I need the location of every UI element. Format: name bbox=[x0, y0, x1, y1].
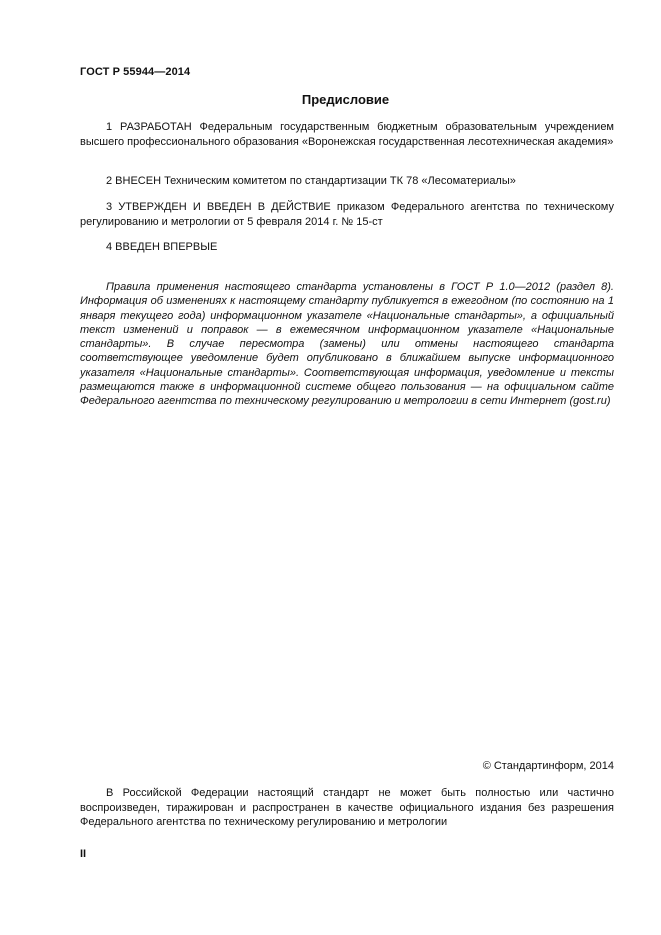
foreword-item-submitted: 2 ВНЕСЕН Техническим комитетом по стандартизации ТК 78 «Лесоматериалы» bbox=[106, 175, 516, 187]
rules-note: Правила применения настоящего стандарта установлены в ГОСТ Р 1.0—2012 (раздел 8). Информация об изменениях к настоящему стандарту публикуется в ежегодном (по состоянию на 1 января текущего года) информационном указателе «Национальные стандарты», а официальный текст изменений и поправок — в ежемесячном информационном указателе «Национальные стандарты». В случае пересмотра (замены) или отмены настоящего стандарта соответствующее уведомление будет опубликовано в ближайшем выпуске информационного указателя «Национальные стандарты». Соответствующая информация, уведомление и тексты размещаются также в информационной системе общего пользования — на официальном сайте Федерального агентства по техническому регулированию и метрологии в сети Интернет (gost.ru) bbox=[80, 281, 614, 408]
copyright-line: © Стандартинформ, 2014 bbox=[482, 760, 614, 772]
foreword-item-developed: 1 РАЗРАБОТАН Федеральным государственным бюджетным образовательным учреждением высшего профессионального образования «Воронежская государственная лесотехническая академия» bbox=[80, 121, 614, 148]
document-code-header: ГОСТ Р 55944—2014 bbox=[80, 66, 191, 78]
page-number: II bbox=[80, 848, 87, 860]
foreword-item-approved: 3 УТВЕРЖДЕН И ВВЕДЕН В ДЕЙСТВИЕ приказом Федерального агентства по техническому регулированию и метрологии от 5 февраля 2014 г. № 15-ст bbox=[80, 201, 614, 228]
page-title: Предисловие bbox=[301, 92, 390, 107]
reproduction-notice: В Российской Федерации настоящий стандарт не может быть полностью или частично воспроизведен, тиражирован и распространен в качестве официального издания без разрешения Федерального агентства по техническому регулированию и метрологии bbox=[80, 787, 614, 828]
foreword-item-introduced: 4 ВВЕДЕН ВПЕРВЫЕ bbox=[106, 241, 218, 253]
